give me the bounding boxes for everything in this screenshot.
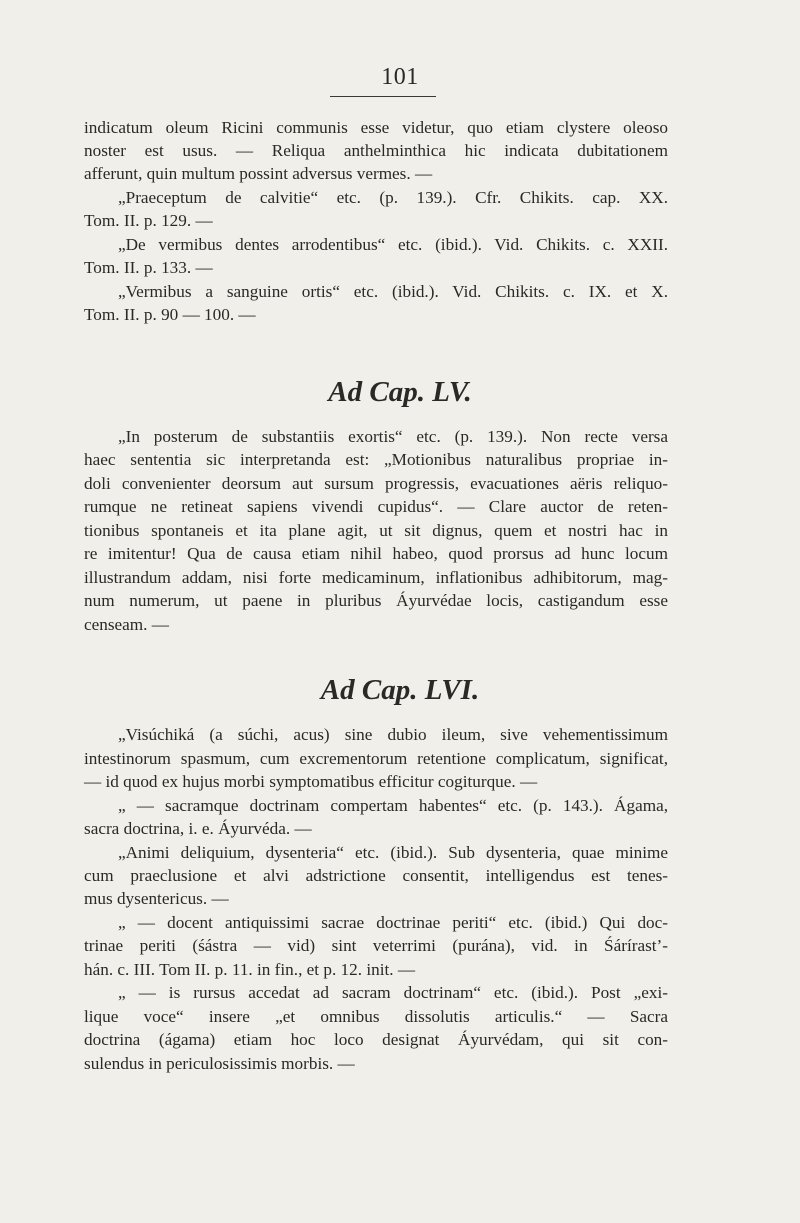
- text-line: Tom. II. p. 90 — 100. —: [84, 305, 256, 324]
- text-line: cum praeclusione et alvi adstrictione consentit, intelligendus est tenes-: [84, 866, 668, 885]
- text-line: illustrandum addam, nisi forte medicaminum, inflationibus adhibitorum, mag-: [84, 568, 668, 587]
- text-line: „Vermibus a sanguine ortis“ etc. (ibid.). Vid. Chikits. c. IX. et X.: [118, 282, 668, 301]
- section-heading-lv: Ad Cap. LV.: [328, 376, 472, 408]
- text-line: num numerum, ut paene in pluribus Áyurvédae locis, castigandum esse: [84, 591, 668, 610]
- text-line: „ — docent antiquissimi sacrae doctrinae periti“ etc. (ibid.) Qui doc-: [118, 913, 668, 932]
- text-line: Tom. II. p. 133. —: [84, 258, 213, 277]
- text-line: „In posterum de substantiis exortis“ etc. (p. 139.). Non recte versa: [118, 427, 668, 446]
- text-line: doli convenienter deorsum aut sursum progressis, evacuationes aëris reliquo-: [84, 474, 668, 493]
- text-line: intestinorum spasmum, cum excrementorum retentione complicatum, significat,: [84, 749, 668, 768]
- text-line: re imitentur! Qua de causa etiam nihil habeo, quod prorsus ad hunc locum: [84, 544, 668, 563]
- page-number-rule: [330, 96, 436, 97]
- text-line: — id quod ex hujus morbi symptomatibus efficitur cogiturque. —: [84, 772, 538, 791]
- text-line: „De vermibus dentes arrodentibus“ etc. (ibid.). Vid. Chikits. c. XXII.: [118, 235, 668, 254]
- text-line: rumque ne retineat sapiens vivendi cupidus“. — Clare auctor de reten-: [84, 497, 668, 516]
- text-line: trinae periti (śástra — vid) sint veterrimi (purána), vid. in Śárírast’-: [84, 936, 668, 955]
- text-line: sacra doctrina, i. e. Áyurvéda. —: [84, 819, 312, 838]
- text-line: „Visúchiká (a súchi, acus) sine dubio ileum, sive vehementissimum: [118, 725, 668, 744]
- text-line: doctrina (ágama) etiam hoc loco designat Áyurvédam, qui sit con-: [84, 1030, 668, 1049]
- text-line: Tom. II. p. 129. —: [84, 211, 213, 230]
- text-line: mus dysentericus. —: [84, 889, 229, 908]
- text-line: lique voce“ insere „et omnibus dissolutis articulis.“ — Sacra: [84, 1007, 668, 1026]
- section-heading-lvi: Ad Cap. LVI.: [320, 674, 480, 706]
- text-line: haec sententia sic interpretanda est: „Motionibus naturalibus propriae in-: [84, 450, 668, 469]
- text-line: sulendus in periculosissimis morbis. —: [84, 1054, 355, 1073]
- text-line: hán. c. III. Tom II. p. 11. in fin., et p. 12. init. —: [84, 960, 416, 979]
- text-line: „ — is rursus accedat ad sacram doctrinam“ etc. (ibid.). Post „exi-: [118, 983, 668, 1002]
- text-line: afferunt, quin multum possint adversus vermes. —: [84, 164, 433, 183]
- text-line: tionibus spontaneis et ita plane agit, ut sit dignus, quem et nostri hac in: [84, 521, 668, 540]
- text-line: „Animi deliquium, dysenteria“ etc. (ibid.). Sub dysenteria, quae minime: [118, 843, 668, 862]
- text-line: „Praeceptum de calvitie“ etc. (p. 139.). Cfr. Chikits. cap. XX.: [118, 188, 668, 207]
- text-line: censeam. —: [84, 615, 169, 634]
- page-number: 101: [381, 64, 419, 90]
- text-line: „ — sacramque doctrinam compertam habentes“ etc. (p. 143.). Ágama,: [118, 796, 668, 815]
- text-line: indicatum oleum Ricini communis esse videtur, quo etiam clystere oleoso: [84, 118, 668, 137]
- text-line: noster est usus. — Reliqua anthelminthica hic indicata dubitationem: [84, 141, 668, 160]
